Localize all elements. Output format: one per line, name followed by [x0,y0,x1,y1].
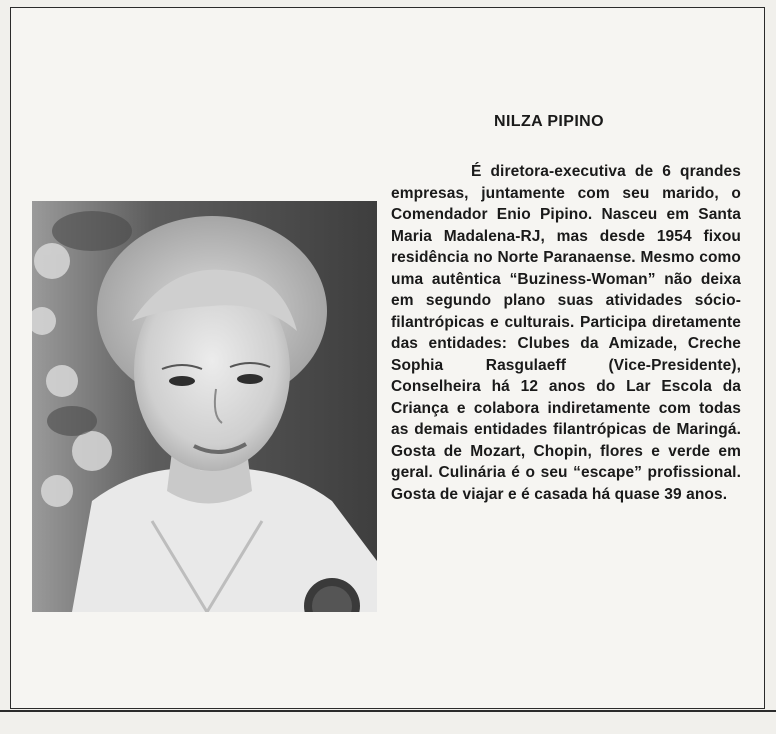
bottom-divider [0,710,776,712]
portrait-photo [32,201,377,612]
profile-name: NILZA PIPINO [494,113,604,130]
profile-bio: É diretora-executiva de 6 qrandes empresas, juntamente com seu marido, o Comendador Enio Pipino. Nasceu em Santa Maria Madalena-RJ, mas desde 1954 fixou residência no Norte Paranaense. Mesmo como uma autêntica “Buziness-Woman” não deixa em segundo plano suas atividades sócio-filantrópicas e culturais. Participa diretamente das entidades: Clubes da Amizade, Creche Sophia Rasgulaeff (Vice-Presidente), Conselheira há 12 anos do Lar Escola da Criança e colabora indiretamente com todas as demais entidades filantrópicas de Maringá. Gosta de Mozart, Chopin, flores e verde em geral. Culinária é o seu “escape” profissional. Gosta de viajar e é casada há quase 39 anos. [391,163,741,503]
